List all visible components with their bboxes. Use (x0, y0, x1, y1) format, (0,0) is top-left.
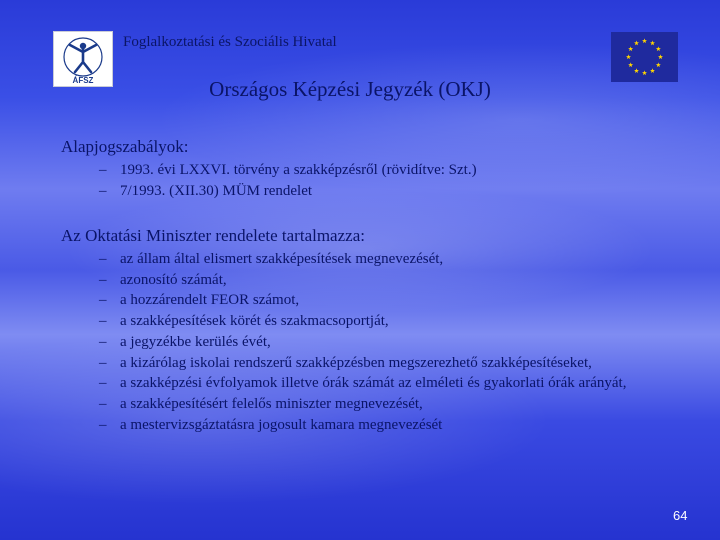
list-item (99, 249, 691, 270)
bullet-dash: – (99, 182, 107, 199)
list-item-text: 7/1993. (XII.30) MÜM rendelet (120, 182, 313, 199)
bullet-dash: – (99, 162, 107, 178)
list-item-text: 1993. évi LXXVI. törvény a szakképzésről (rövidítve: Szt.) (120, 162, 477, 178)
bullet-dash: – (99, 313, 107, 330)
list-item-text: a kizárólag iskolai rendszerű szakképzésben megszerezhető szakképesítéseket, (120, 354, 592, 371)
bullet-dash: – (99, 333, 107, 350)
list-item (99, 311, 691, 332)
list-item (99, 181, 477, 202)
bullet-dash: – (99, 416, 107, 433)
list-item-text: a hozzárendelt FEOR számot, (120, 292, 300, 309)
list-item (99, 394, 691, 415)
list-item (99, 415, 691, 436)
organization-name: Foglalkoztatási és Szociális Hivatal (123, 34, 337, 50)
list-item-text: a mestervizsgáztatásra jogosult kamara megnevezését (120, 416, 443, 433)
bullet-dash: – (99, 271, 107, 288)
list-item-text: a jegyzékbe kerülés évét, (120, 333, 271, 350)
bullet-dash: – (99, 375, 107, 392)
eu-flag-icon (611, 32, 678, 82)
list-item (99, 160, 477, 181)
list-item-text: a szakképesítések körét és szakmacsoportját, (120, 313, 389, 330)
bullet-dash: – (99, 354, 107, 371)
logo-text: ÁFSZ (72, 76, 94, 85)
list-item-text: a szakképzési évfolyamok illetve órák számát az elméleti és gyakorlati órák arányát, (120, 375, 627, 392)
list-item (99, 373, 691, 394)
bullet-dash: – (99, 251, 107, 267)
legal-basis-list (99, 160, 477, 201)
list-item-text: az állam által elismert szakképesítések megnevezését, (120, 251, 444, 267)
bullet-dash: – (99, 292, 107, 309)
page-number: 64 (673, 508, 688, 523)
section-heading-decree-contents: Az Oktatási Miniszter rendelete tartalmazza: (61, 226, 365, 245)
list-item (99, 353, 691, 374)
decree-contents-list (99, 249, 691, 435)
list-item (99, 290, 691, 311)
bullet-dash: – (99, 395, 107, 412)
section-heading-legal-basis: Alapjogszabályok: (61, 137, 189, 156)
list-item (99, 332, 691, 353)
page-title: Országos Képzési Jegyzék (OKJ) (209, 77, 491, 101)
list-item-text: a szakképesítésért felelős miniszter megnevezését, (120, 395, 423, 412)
list-item (99, 270, 691, 291)
list-item-text: azonosító számát, (120, 271, 227, 288)
